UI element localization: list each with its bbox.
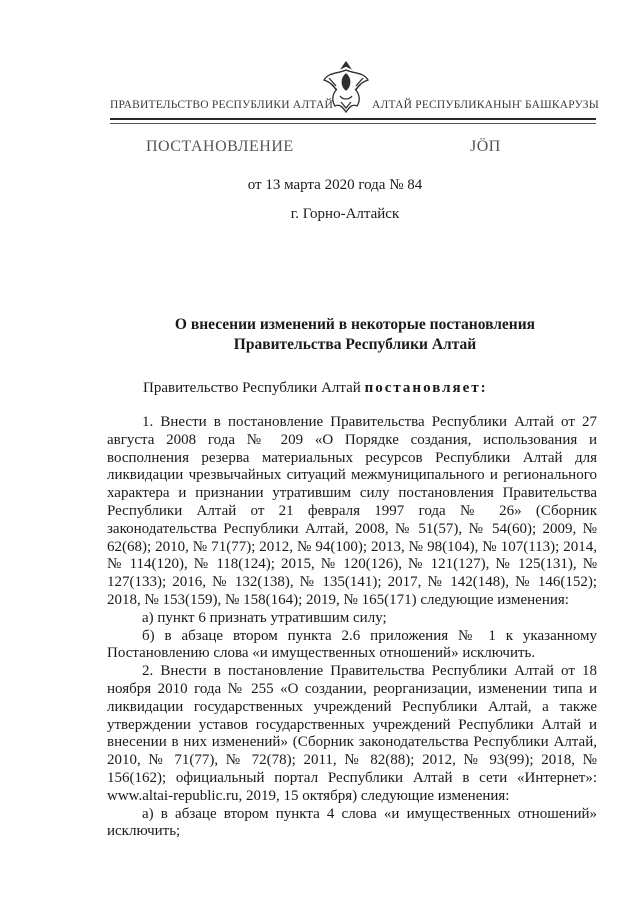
body-paragraph: а) пункт 6 признать утратившим силу; bbox=[142, 609, 387, 626]
body-paragraph: 1. Внести в постановление Правительства Республики Алтай от 27 августа 2008 года № 209 «О Порядке создания, использования и восполнения резерва материальных ресурсов Республики Алтай для ликвидации чрезвычайных ситуаций межмуниципального и регионального характера и признании утратившим силу постановления Правительства Республики Алтай от 21 февраля 1997 года № 26» (Сборник законодательства Республики Алтай, 2008, № 51(57), № 54(60); 2009, № 62(68); 2010, № 71(77); 2012, № 94(100); 2013, № 98(104), № 107(113); 2014, № 114(120), № 118(124); 2015, № 120(126), № 121(127), № 125(131), № 127(133); 2016, № 132(138), № 135(141); 2017, № 142(148), № 146(152); 2018, № 153(159), № 158(164); 2019, № 165(171) следующие изменения: bbox=[107, 414, 597, 608]
preamble-emphasis: постановляет: bbox=[364, 380, 488, 396]
document-title: О внесении изменений в некоторые постановления Правительства Республики Алтай bbox=[174, 316, 536, 353]
org-name-altai: АЛТАЙ РЕСПУБЛИКАНЫҤ БАШКАРУЗЫ bbox=[372, 99, 599, 111]
org-name-russian: ПРАВИТЕЛЬСТВО РЕСПУБЛИКИ АЛТАЙ bbox=[110, 99, 334, 111]
preamble-lead: Правительство Республики Алтай bbox=[143, 380, 365, 396]
document-body bbox=[107, 414, 597, 841]
header-rule-thick bbox=[110, 118, 596, 120]
header-rule-thin bbox=[110, 123, 596, 124]
body-paragraph: б) в абзаце втором пункта 2.6 приложения № 1 к указанному Постановлению слова «и имущественных отношений» исключить. bbox=[107, 627, 597, 662]
document-city: г. Горно-Алтайск bbox=[290, 206, 400, 222]
preamble bbox=[143, 380, 488, 397]
body-paragraph: а) в абзаце втором пункта 4 слова «и имущественных отношений» исключить; bbox=[107, 805, 597, 840]
body-paragraph: 2. Внести в постановление Правительства Республики Алтай от 18 ноября 2010 года № 255 «О создании, реорганизации, изменении типа и ликвидации государственных учреждений Республики Алтай, а также утверждении уставов государственных учреждений Республики Алтай и внесении в них изменений» (Сборник законодательства Республики Алтай, 2010, № 71(77), № 72(78); 2011, № 82(88); 2012, № 93(99); 2018, № 156(162); официальный портал Республики Алтай в сети «Интернет»: www.altai-republic.ru, 2019, 15 октября) следующие изменения: bbox=[107, 663, 597, 804]
doc-type-altai: ЈӦП bbox=[470, 138, 501, 155]
doc-type-russian: ПОСТАНОВЛЕНИЕ bbox=[146, 138, 294, 155]
document-date-number: от 13 марта 2020 года № 84 bbox=[247, 177, 423, 193]
